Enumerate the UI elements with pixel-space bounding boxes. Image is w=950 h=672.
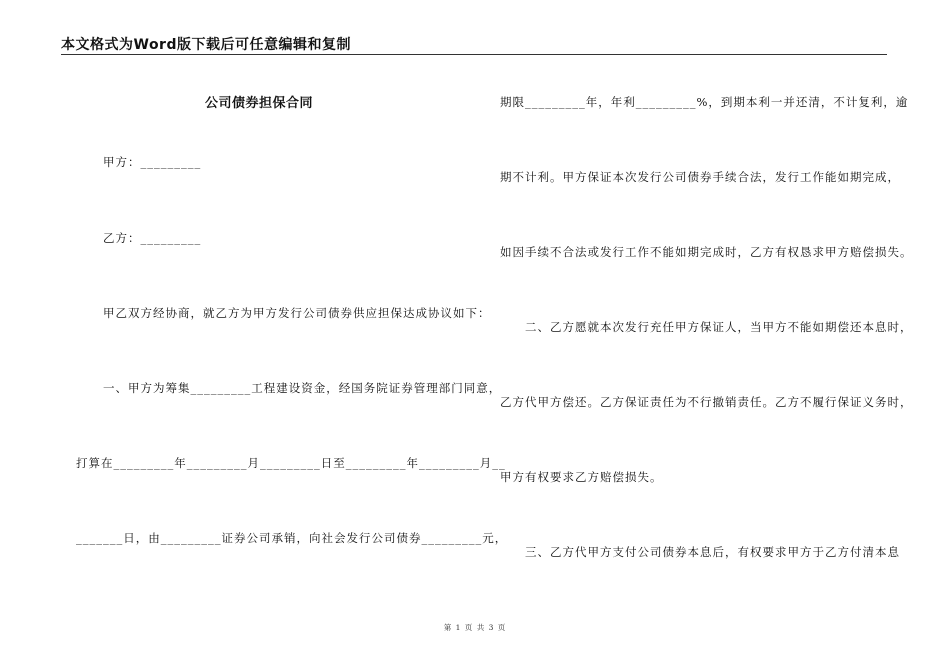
party-a-line: 甲方：_________ [103,155,202,169]
clause-1-line-1: 一、甲方为筹集_________工程建设资金，经国务院证券管理部门同意， [103,381,502,395]
document-title: 公司债券担保合同 [205,96,314,111]
preamble-line: 甲乙双方经协商，就乙方为甲方发行公司债券供应担保达成协议如下： [103,306,491,320]
clause-1-line-5: 期不计利。甲方保证本次发行公司债券手续合法，发行工作能如期完成， [500,170,900,184]
header-divider [61,54,887,55]
clause-1-line-2: 打算在_________年_________月_________日至_________年_________月__ [76,456,506,470]
clause-3-line-1: 三、乙方代甲方支付公司债券本息后，有权要求甲方于乙方付清本息 [525,545,900,559]
document-header: 本文格式为Word版下载后可任意编辑和复制 [61,37,351,53]
clause-1-line-3: _______日，由_________证券公司承销，向社会发行公司债券_________元， [76,531,508,545]
page-number: 第 1 页 共 3 页 [443,623,507,632]
clause-1-line-4: 期限_________年，年利_________%，到期本利一并还清，不计复利，逾 [500,95,909,109]
clause-2-line-2: 乙方代甲方偿还。乙方保证责任为不行撤销责任。乙方不履行保证义务时， [500,395,913,409]
clause-2-line-1: 二、乙方愿就本次发行充任甲方保证人，当甲方不能如期偿还本息时， [525,320,913,334]
clause-1-line-6: 如因手续不合法或发行工作不能如期完成时，乙方有权恳求甲方赔偿损失。 [500,245,913,259]
clause-2-line-3: 甲方有权要求乙方赔偿损失。 [500,470,663,484]
party-b-line: 乙方：_________ [103,231,202,245]
